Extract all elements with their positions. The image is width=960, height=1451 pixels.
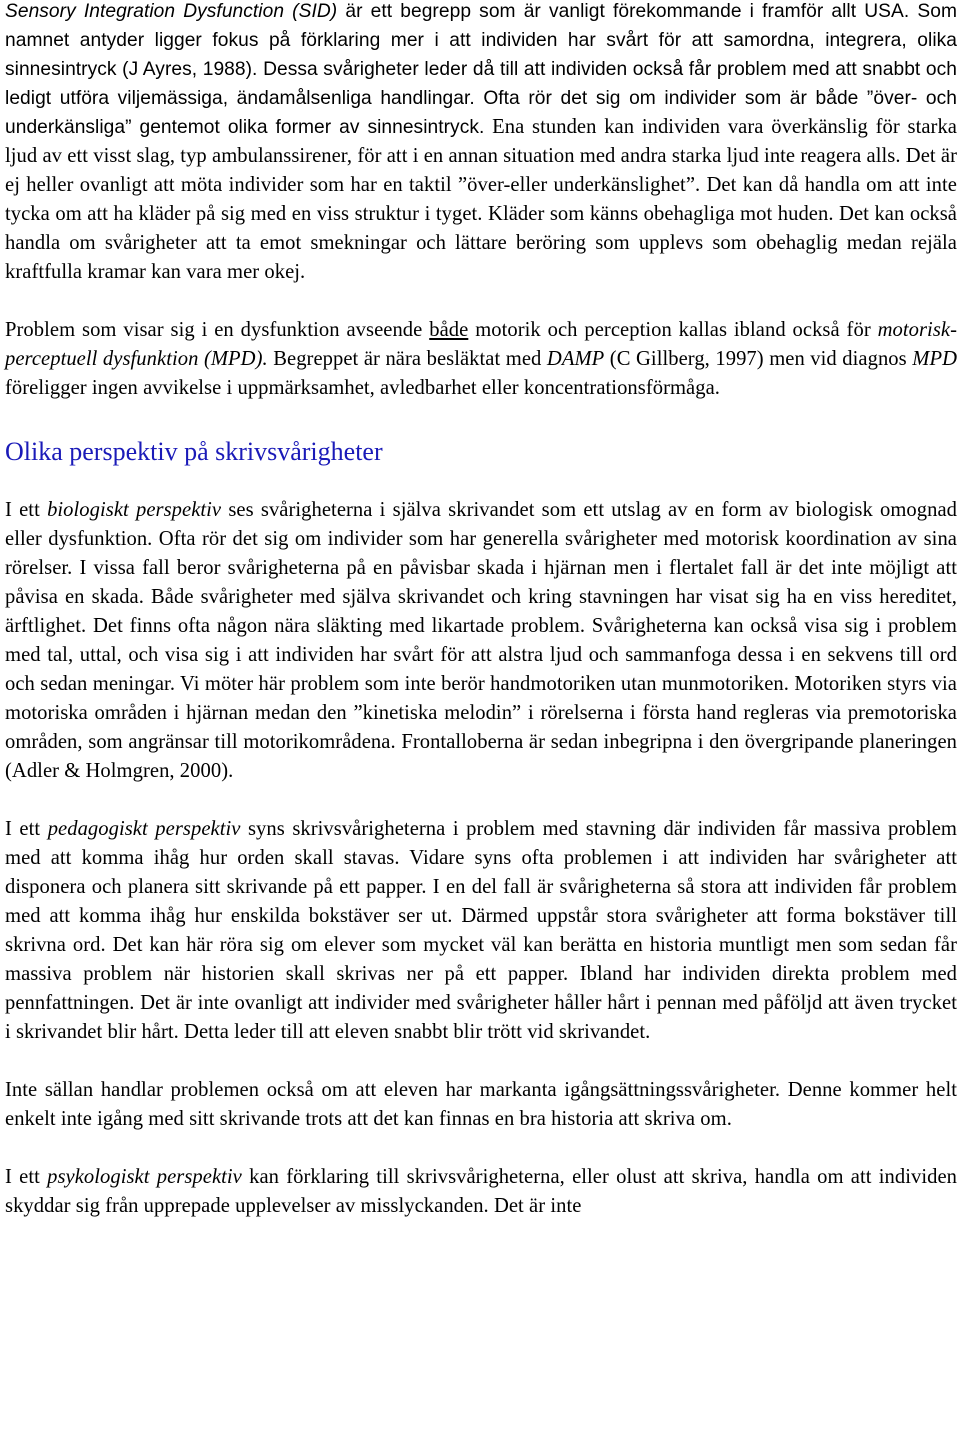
paragraph-initiation: Inte sällan handlar problemen också om att eleven har markanta igångsättningssvårigheter. Denne kommer helt enkelt inte igång med sitt skrivande trots att det kan finnas en bra historia att skriva om. (5, 1079, 957, 1130)
paragraph-mpd: Problem som visar sig i en dysfunktion avseende både motorik och perception kallas ibland också för motorisk-perceptuell dysfunktion (MPD). Begreppet är nära besläktat med DAMP (C Gillberg, 1997) men vid diagnos MPD föreligger ingen avvikelse i uppmärksamhet, avledbarhet eller koncentrationsförmåga. (5, 319, 957, 399)
paragraph-psychological: I ett psykologiskt perspektiv kan förklaring till skrivsvårigheterna, eller olust att skriva, handla om att individen skyddar sig från upprepade upplevelser av misslyckanden. Det är inte (5, 1166, 957, 1217)
document-page (5, 0, 957, 1220)
paragraph-biological: I ett biologiskt perspektiv ses svårigheterna i själva skrivandet som ett utslag av en form av biologisk omognad eller dysfunktion. Ofta rör det sig om individer som har generella svårigheter med motorisk koordination av sina rörelser. I vissa fall beror svårigheterna på en påvisbar skada i hjärnan men i flertalet fall är det inte möjligt att påvisa en skada. Både svårigheter med själva skrivandet och kring stavningen har visat sig ha en viss hereditet, ärftlighet. Det finns ofta någon nära släkting med likartade problem. Svårigheterna kan också visa sig i problem med tal, uttal, och visa sig i att individen har svårt för att alstra ljud och sammanfoga dessa i en sekvens till ord och sedan meningar. Vi möter här problem som inte berör handmotoriken utan munmotoriken. Motoriken styrs via motoriska områden i hjärnan medan den ”kinetiska melodin” i rörelserna i första hand regleras via premotoriska områden, som angränsar till motorikområdena. Frontalloberna är sedan inbegripna i den övergripande planeringen (Adler & Holmgren, 2000). (5, 499, 957, 782)
term-damp: DAMP (546, 348, 605, 370)
term-psychological: psykologiskt perspektiv (47, 1166, 242, 1188)
term-pedagogical: pedagogiskt perspektiv (47, 818, 241, 840)
term-biological: biologiskt perspektiv (47, 499, 222, 521)
term-sid: Sensory Integration Dysfunction (SID) (5, 1, 338, 22)
section-heading: Olika perspektiv på skrivsvårigheter (5, 437, 383, 466)
term-mpd-short: MPD (912, 348, 957, 370)
paragraph-sid: Sensory Integration Dysfunction (SID) är ett begrepp som är vanligt förekommande i framför allt USA. Som namnet antyder ligger fokus på förklaring mer i att individen har svårt för att samordna, integrera, olika sinnesintryck (J Ayres, 1988). Dessa svårigheter leder då till att individen också får problem med att snabbt och ledigt utföra viljemässiga, ändamålsenliga handlingar. Ofta rör det sig om individer som är både ”över- och underkänsliga” gentemot olika former av sinnesintryck. Ena stunden kan individen vara överkänslig för starka ljud av ett visst slag, typ ambulanssirener, för att i en annan situation med andra starka ljud inte reagera alls. Det är ej heller ovanligt att möta individer som har en taktil ”över-eller underkänslighet”. Det kan då handla om att inte tycka om att ha kläder på sig med en viss struktur i tyget. Kläder som känns obehagliga mot huden. Det kan också handla om svårigheter att ta emot smekningar och lättare beröring som upplevs som obehaglig medan rejäla kraftfulla kramar kan vara mer okej. (5, 1, 957, 283)
paragraph-pedagogical: I ett pedagogiskt perspektiv syns skrivsvårigheterna i problem med stavning där individen får massiva problem med att komma ihåg hur orden skall stavas. Vidare syns ofta problemen i att individen har svårigheter att disponera och planera sitt skrivande på ett papper. I en del fall är svårigheterna så stora att individen får problem med att komma ihåg hur enskilda bokstäver ser ut. Därmed uppstår stora svårigheter att forma bokstäver till skrivna ord. Det kan här röra sig om elever som mycket väl kan berätta en historia muntligt men som sedan får massiva problem när historien skall skrivas ner på ett papper. Ibland har individen direkta problem med pennfattningen. Det är inte ovanligt att individer med svårigheter håller hårt i pennan med påföljd att även trycket i skrivandet blir hårt. Detta leder till att eleven snabbt blir trött vid skrivandet. (5, 818, 957, 1043)
term-mpd: motorisk-perceptuell dysfunktion (MPD). (5, 319, 957, 370)
clipped-paragraph (5, 1163, 957, 1220)
underlined-word: både (429, 319, 469, 341)
